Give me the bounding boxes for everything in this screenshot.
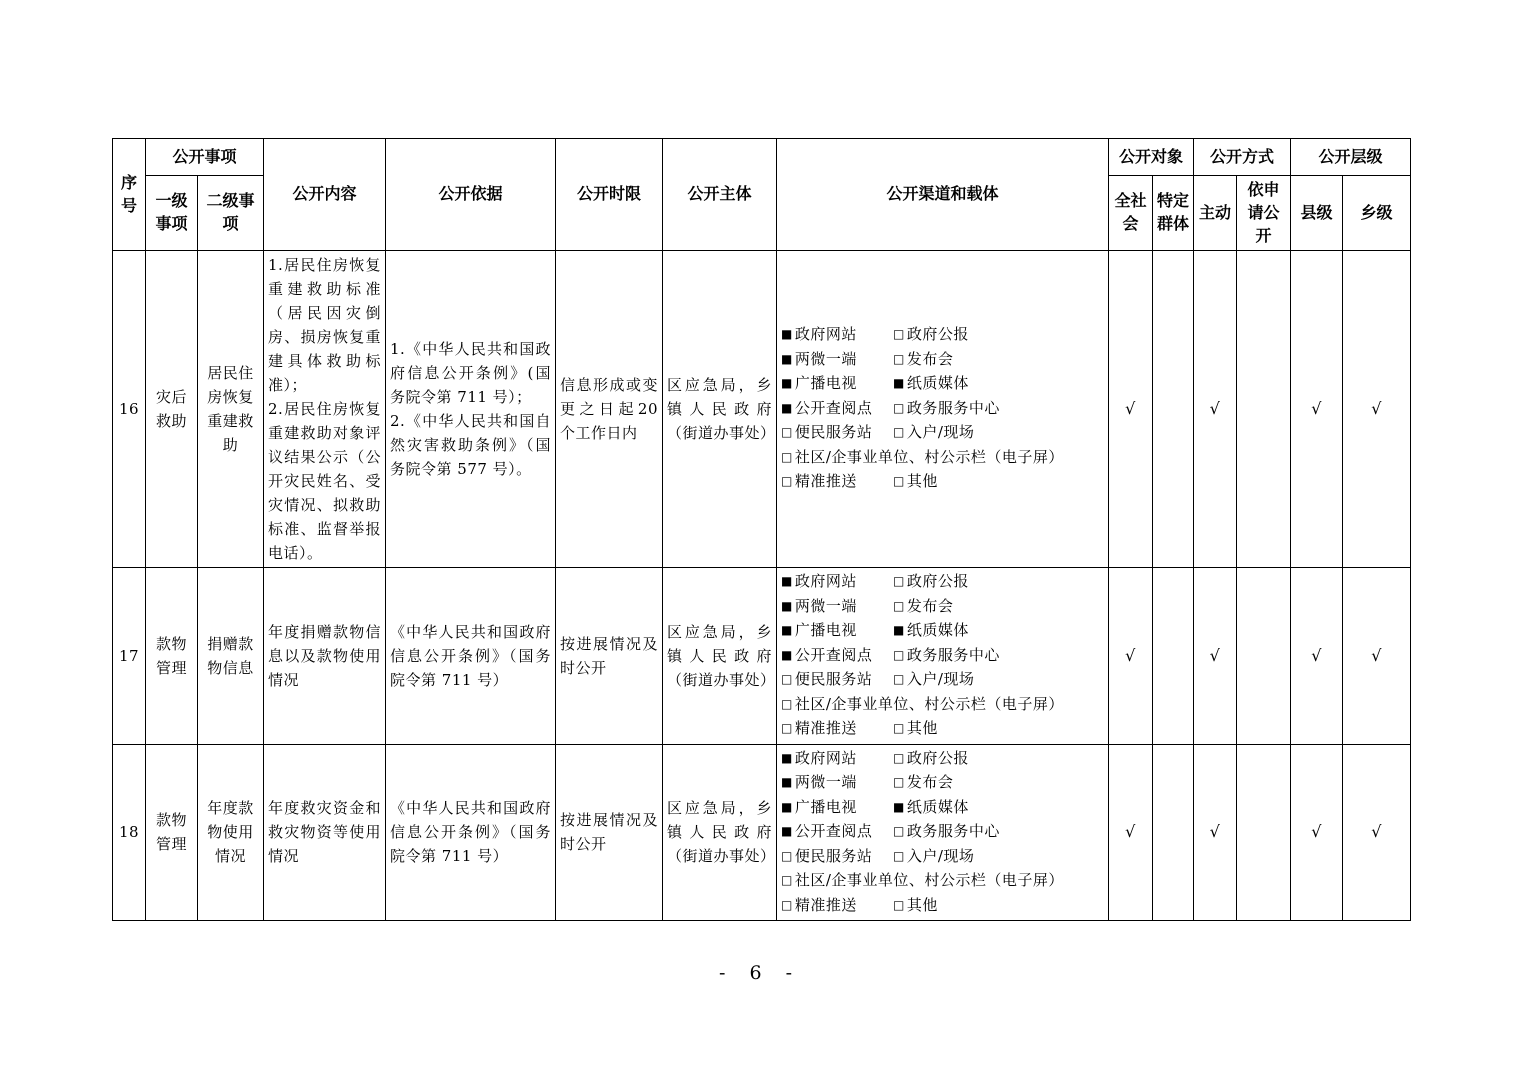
content-cell [264, 744, 386, 921]
channel-label: 其他 [906, 472, 938, 491]
channel-item [781, 595, 893, 620]
channel-label: 政务服务中心 [906, 822, 1000, 840]
page-number: - 6 - [718, 962, 801, 984]
level1-item: 款物管理 [146, 568, 198, 745]
text-line: 1.《中华人民共和国政府信息公开条例》(国务院令第 711 号）； [390, 340, 552, 406]
header-group-cengji: 公开层级 [1291, 139, 1411, 176]
channels-cell [777, 744, 1109, 921]
channel-item [893, 348, 1064, 373]
header-zhuti: 公开主体 [663, 139, 777, 251]
checkbox-checked-icon: ■ [781, 400, 793, 415]
channel-item [893, 421, 1064, 446]
channel-label: 入户/现场 [906, 846, 975, 865]
channel-item [781, 470, 893, 495]
header-zhudong: 主动 [1194, 176, 1237, 251]
channel-label: 便民服务站 [794, 846, 873, 865]
checkbox-checked-icon: ■ [781, 775, 793, 789]
check-county: √ [1291, 251, 1343, 568]
checkbox-unchecked-icon: □ [781, 873, 793, 887]
check-county: √ [1291, 568, 1343, 745]
checkbox-unchecked-icon: □ [893, 848, 905, 863]
checkbox-unchecked-icon: □ [893, 400, 905, 415]
check-all-society: √ [1109, 251, 1153, 568]
channel-label: 政府公报 [906, 572, 969, 590]
channel-item [781, 323, 893, 348]
channel-label: 广播电视 [794, 797, 857, 816]
checkbox-unchecked-icon: □ [781, 672, 793, 686]
channel-item [781, 421, 893, 446]
channel-label: 政府网站 [794, 748, 857, 767]
channel-label: 社区/企事业单位、村公示栏（电子屏） [794, 447, 1064, 466]
channel-item [893, 894, 1064, 919]
channel-item [781, 796, 893, 821]
checkbox-unchecked-icon: □ [893, 721, 905, 735]
header-xiangji: 乡级 [1343, 176, 1411, 251]
level1-item: 灾后救助 [146, 251, 198, 568]
checkbox-unchecked-icon: □ [781, 721, 793, 735]
checkbox-unchecked-icon: □ [893, 598, 905, 613]
channel-item [893, 397, 1064, 422]
time-limit-cell: 按进展情况及时公开 [556, 744, 663, 921]
text-line: 2.居民住房恢复重建救助对象评议结果公示（公开灾民姓名、受灾情况、拟救助标准、监督举报电话）。 [268, 400, 382, 562]
check-specific-group [1153, 744, 1194, 921]
subject-cell: 区应急局，乡镇人民政府（街道办事处） [663, 568, 777, 745]
check-on-request [1237, 251, 1291, 568]
channel-item [781, 668, 893, 693]
checkbox-checked-icon: ■ [781, 598, 793, 613]
basis-cell [386, 251, 556, 568]
channel-label: 两微一端 [794, 773, 857, 791]
check-specific-group [1153, 251, 1194, 568]
checkbox-unchecked-icon: □ [893, 351, 905, 366]
checkbox-unchecked-icon: □ [781, 425, 793, 440]
header-yishenqing: 依申请公开 [1237, 176, 1291, 251]
document-sheet [112, 138, 1411, 921]
check-active: √ [1194, 744, 1237, 921]
time-limit-cell: 按进展情况及时公开 [556, 568, 663, 745]
table-row [113, 251, 1411, 568]
channel-item [781, 717, 893, 742]
channel-item [893, 820, 1064, 845]
disclosure-table [112, 138, 1411, 921]
channel-item [893, 595, 1064, 620]
header-erji: 二级事项 [198, 176, 264, 251]
channel-label: 社区/企事业单位、村公示栏（电子屏） [794, 694, 1064, 713]
header-group-fangshi: 公开方式 [1194, 139, 1291, 176]
checkbox-unchecked-icon: □ [781, 696, 793, 711]
channel-label: 广播电视 [794, 621, 857, 639]
channel-label: 入户/现场 [906, 423, 975, 442]
text-line: 2.《中华人民共和国自然灾害救助条例》（国务院令第 577 号）。 [390, 412, 552, 478]
channel-label: 社区/企事业单位、村公示栏（电子屏） [794, 871, 1064, 889]
checkbox-checked-icon: ■ [893, 623, 905, 637]
header-group-shixiang: 公开事项 [146, 139, 264, 176]
checkbox-unchecked-icon: □ [781, 897, 793, 912]
table-row [113, 568, 1411, 745]
checkbox-unchecked-icon: □ [893, 672, 905, 686]
checkbox-unchecked-icon: □ [893, 425, 905, 440]
channel-item [893, 644, 1064, 669]
checkbox-unchecked-icon: □ [893, 574, 905, 588]
checkbox-checked-icon: ■ [893, 376, 905, 391]
channel-label: 纸质媒体 [906, 621, 969, 639]
channel-label: 发布会 [906, 596, 954, 615]
text-line: 年度救灾资金和救灾物资等使用情况 [268, 799, 382, 866]
row-id: 18 [113, 744, 146, 921]
checkbox-unchecked-icon: □ [781, 848, 793, 863]
channel-item [893, 619, 1064, 644]
level2-item: 年度款物使用情况 [198, 744, 264, 921]
channel-label: 精准推送 [794, 472, 857, 491]
channel-label: 政府网站 [794, 572, 857, 590]
channel-item [893, 570, 1064, 595]
basis-cell [386, 744, 556, 921]
channel-item [893, 668, 1064, 693]
header-yiju: 公开依据 [386, 139, 556, 251]
text-line: 《中华人民共和国政府信息公开条例》（国务院令第 711 号） [390, 799, 552, 866]
channels-cell [777, 568, 1109, 745]
time-limit-cell: 信息形成或变更之日起20 个工作日内 [556, 251, 663, 568]
channels-list [781, 323, 1104, 495]
channel-label: 政务服务中心 [906, 398, 1000, 417]
channel-label: 发布会 [906, 773, 954, 791]
channel-item [781, 771, 893, 796]
channel-label: 公开查阅点 [794, 398, 873, 417]
checkbox-checked-icon: ■ [781, 327, 793, 342]
channel-label: 精准推送 [794, 719, 857, 737]
channel-item [781, 845, 893, 870]
checkbox-unchecked-icon: □ [781, 474, 793, 489]
channel-label: 纸质媒体 [906, 797, 969, 816]
checkbox-unchecked-icon: □ [893, 327, 905, 342]
channel-item [781, 446, 1064, 471]
channel-item [781, 619, 893, 644]
channels-list [781, 570, 1104, 742]
channels-cell [777, 251, 1109, 568]
channel-label: 精准推送 [794, 895, 857, 914]
channel-label: 发布会 [906, 349, 954, 368]
header-neirong: 公开内容 [264, 139, 386, 251]
channel-item [893, 717, 1064, 742]
channel-label: 政府网站 [794, 325, 857, 344]
header-xianji: 县级 [1291, 176, 1343, 251]
channels-list [781, 747, 1104, 919]
level2-item: 捐赠款物信息 [198, 568, 264, 745]
channel-item [781, 869, 1064, 894]
check-active: √ [1194, 251, 1237, 568]
channel-item [781, 372, 893, 397]
channel-item [893, 747, 1064, 772]
check-active: √ [1194, 568, 1237, 745]
header-group-duixiang: 公开对象 [1109, 139, 1194, 176]
header-quanshehui: 全社会 [1109, 176, 1153, 251]
table-row [113, 744, 1411, 921]
header-teding: 特定群体 [1153, 176, 1194, 251]
header-xuhao: 序号 [113, 139, 146, 251]
content-cell [264, 251, 386, 568]
check-all-society: √ [1109, 568, 1153, 745]
channel-label: 公开查阅点 [794, 645, 873, 664]
channel-item [893, 771, 1064, 796]
channel-item [781, 747, 893, 772]
channel-label: 政务服务中心 [906, 645, 1000, 664]
channel-label: 政府公报 [906, 325, 969, 344]
channel-label: 其他 [906, 895, 938, 914]
channel-label: 纸质媒体 [906, 374, 969, 393]
checkbox-unchecked-icon: □ [893, 775, 905, 789]
channel-label: 入户/现场 [906, 670, 975, 688]
content-cell [264, 568, 386, 745]
row-id: 16 [113, 251, 146, 568]
checkbox-checked-icon: ■ [781, 376, 793, 391]
channel-label: 广播电视 [794, 374, 857, 393]
checkbox-checked-icon: ■ [781, 647, 793, 662]
checkbox-unchecked-icon: □ [893, 897, 905, 912]
check-township: √ [1343, 568, 1411, 745]
text-line: 年度捐赠款物信息以及款物使用情况 [268, 622, 382, 689]
channel-item [893, 845, 1064, 870]
checkbox-unchecked-icon: □ [893, 474, 905, 489]
row-id: 17 [113, 568, 146, 745]
check-county: √ [1291, 744, 1343, 921]
text-line: 1.居民住房恢复重建救助标准（居民因灾倒房、损房恢复重建具体救助标准）； [268, 256, 382, 394]
level2-item: 居民住房恢复重建救助 [198, 251, 264, 568]
channel-label: 政府公报 [906, 748, 969, 767]
check-specific-group [1153, 568, 1194, 745]
check-on-request [1237, 568, 1291, 745]
checkbox-unchecked-icon: □ [893, 647, 905, 662]
channel-item [781, 397, 893, 422]
checkbox-unchecked-icon: □ [893, 824, 905, 838]
channel-item [781, 570, 893, 595]
channel-label: 便民服务站 [794, 423, 873, 442]
header-qudao: 公开渠道和载体 [777, 139, 1109, 251]
checkbox-unchecked-icon: □ [893, 750, 905, 765]
channel-label: 两微一端 [794, 596, 857, 615]
channel-item [893, 372, 1064, 397]
text-line: 《中华人民共和国政府信息公开条例》（国务院令第 711 号） [390, 622, 552, 689]
check-all-society: √ [1109, 744, 1153, 921]
checkbox-checked-icon: ■ [893, 799, 905, 814]
header-yiji: 一级事项 [146, 176, 198, 251]
basis-cell [386, 568, 556, 745]
checkbox-checked-icon: ■ [781, 799, 793, 814]
channel-item [781, 894, 893, 919]
check-township: √ [1343, 251, 1411, 568]
channel-label: 其他 [906, 719, 938, 737]
channel-item [781, 348, 893, 373]
checkbox-checked-icon: ■ [781, 351, 793, 366]
channel-label: 公开查阅点 [794, 822, 873, 840]
channel-item [893, 470, 1064, 495]
channel-item [893, 323, 1064, 348]
checkbox-checked-icon: ■ [781, 574, 793, 588]
checkbox-checked-icon: ■ [781, 623, 793, 637]
check-on-request [1237, 744, 1291, 921]
level1-item: 款物管理 [146, 744, 198, 921]
channel-label: 两微一端 [794, 349, 857, 368]
header-shixian: 公开时限 [556, 139, 663, 251]
channel-item [781, 820, 893, 845]
checkbox-checked-icon: ■ [781, 750, 793, 765]
check-township: √ [1343, 744, 1411, 921]
subject-cell: 区应急局，乡镇人民政府（街道办事处） [663, 251, 777, 568]
channel-item [781, 644, 893, 669]
channel-item [781, 693, 1064, 718]
checkbox-unchecked-icon: □ [781, 449, 793, 464]
checkbox-checked-icon: ■ [781, 824, 793, 838]
channel-label: 便民服务站 [794, 670, 873, 688]
channel-item [893, 796, 1064, 821]
subject-cell: 区应急局，乡镇人民政府（街道办事处） [663, 744, 777, 921]
